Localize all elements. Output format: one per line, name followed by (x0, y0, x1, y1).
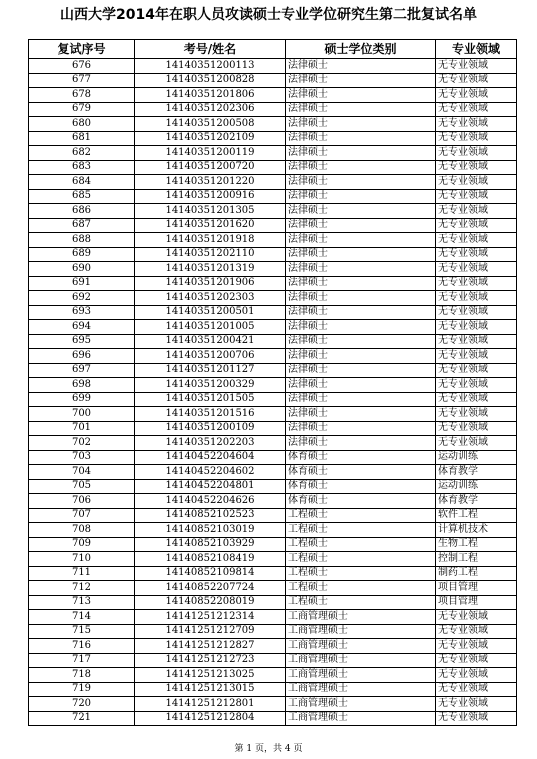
cell-seq: 678 (29, 88, 135, 103)
cell-degree-type: 法律硕士 (286, 117, 436, 132)
cell-exam-id: 14140852102523 (135, 508, 286, 523)
table-row (29, 291, 517, 306)
cell-field: 项目管理 (436, 595, 517, 610)
cell-seq: 679 (29, 102, 135, 117)
cell-seq: 695 (29, 334, 135, 349)
table-row (29, 610, 517, 625)
cell-seq: 705 (29, 479, 135, 494)
cell-field: 运动训练 (436, 450, 517, 465)
cell-degree-type: 法律硕士 (286, 160, 436, 175)
cell-degree-type: 工程硕士 (286, 523, 436, 538)
cell-exam-id: 14141251212709 (135, 624, 286, 639)
table-row (29, 320, 517, 335)
cell-field: 体育教学 (436, 494, 517, 509)
cell-field: 无专业领域 (436, 711, 517, 726)
cell-seq: 682 (29, 146, 135, 161)
cell-degree-type: 法律硕士 (286, 88, 436, 103)
table-row (29, 334, 517, 349)
cell-seq: 721 (29, 711, 135, 726)
cell-field: 无专业领域 (436, 88, 517, 103)
cell-seq: 690 (29, 262, 135, 277)
table-row (29, 639, 517, 654)
cell-field: 无专业领域 (436, 407, 517, 422)
cell-degree-type: 体育硕士 (286, 450, 436, 465)
cell-exam-id: 14140351201220 (135, 175, 286, 190)
cell-seq: 683 (29, 160, 135, 175)
cell-field: 无专业领域 (436, 624, 517, 639)
cell-degree-type: 法律硕士 (286, 73, 436, 88)
table-row (29, 450, 517, 465)
cell-exam-id: 14140351202110 (135, 247, 286, 262)
cell-field: 无专业领域 (436, 305, 517, 320)
table-row (29, 523, 517, 538)
cell-exam-id: 14140351201620 (135, 218, 286, 233)
table-row (29, 566, 517, 581)
cell-degree-type: 工程硕士 (286, 595, 436, 610)
table-row (29, 479, 517, 494)
cell-degree-type: 法律硕士 (286, 146, 436, 161)
cell-exam-id: 14140852208019 (135, 595, 286, 610)
cell-degree-type: 法律硕士 (286, 276, 436, 291)
cell-degree-type: 体育硕士 (286, 479, 436, 494)
cell-seq: 718 (29, 668, 135, 683)
cell-seq: 700 (29, 407, 135, 422)
cell-seq: 699 (29, 392, 135, 407)
cell-field: 无专业领域 (436, 146, 517, 161)
cell-field: 无专业领域 (436, 204, 517, 219)
cell-degree-type: 法律硕士 (286, 189, 436, 204)
header-field: 专业领域 (436, 40, 517, 59)
cell-exam-id: 14140351200119 (135, 146, 286, 161)
table-row (29, 436, 517, 451)
table-row (29, 552, 517, 567)
table-row (29, 88, 517, 103)
cell-seq: 710 (29, 552, 135, 567)
cell-field: 控制工程 (436, 552, 517, 567)
cell-degree-type: 工商管理硕士 (286, 697, 436, 712)
cell-exam-id: 14140351200706 (135, 349, 286, 364)
cell-exam-id: 14141251212827 (135, 639, 286, 654)
table-row (29, 276, 517, 291)
table-row (29, 697, 517, 712)
cell-degree-type: 工程硕士 (286, 581, 436, 596)
table-row (29, 73, 517, 88)
cell-seq: 685 (29, 189, 135, 204)
cell-degree-type: 工商管理硕士 (286, 610, 436, 625)
table-row (29, 247, 517, 262)
cell-field: 无专业领域 (436, 653, 517, 668)
table-row (29, 624, 517, 639)
cell-exam-id: 14140351200720 (135, 160, 286, 175)
cell-field: 无专业领域 (436, 233, 517, 248)
header-seq: 复试序号 (29, 40, 135, 59)
cell-exam-id: 14140452204602 (135, 465, 286, 480)
cell-exam-id: 14140852108419 (135, 552, 286, 567)
table-row (29, 204, 517, 219)
table-row (29, 175, 517, 190)
cell-degree-type: 法律硕士 (286, 421, 436, 436)
cell-field: 无专业领域 (436, 668, 517, 683)
document-title: 山西大学2014年在职人员攻读硕士专业学位研究生第二批复试名单 (60, 7, 477, 23)
cell-exam-id: 14140351200113 (135, 59, 286, 74)
cell-exam-id: 14140351202109 (135, 131, 286, 146)
cell-exam-id: 14140351202303 (135, 291, 286, 306)
cell-degree-type: 法律硕士 (286, 218, 436, 233)
table-row (29, 262, 517, 277)
cell-exam-id: 14140852109814 (135, 566, 286, 581)
cell-seq: 716 (29, 639, 135, 654)
cell-seq: 677 (29, 73, 135, 88)
table-row (29, 421, 517, 436)
cell-degree-type: 法律硕士 (286, 305, 436, 320)
table-row (29, 711, 517, 726)
cell-degree-type: 法律硕士 (286, 175, 436, 190)
table-row (29, 494, 517, 509)
table-row (29, 465, 517, 480)
cell-seq: 713 (29, 595, 135, 610)
cell-field: 无专业领域 (436, 59, 517, 74)
cell-exam-id: 14141251212723 (135, 653, 286, 668)
cell-exam-id: 14140351200828 (135, 73, 286, 88)
cell-degree-type: 工商管理硕士 (286, 682, 436, 697)
header-exam-id: 考号/姓名 (135, 40, 286, 59)
cell-seq: 694 (29, 320, 135, 335)
cell-field: 无专业领域 (436, 334, 517, 349)
cell-degree-type: 法律硕士 (286, 320, 436, 335)
cell-exam-id: 14140351200109 (135, 421, 286, 436)
cell-seq: 688 (29, 233, 135, 248)
table-row (29, 668, 517, 683)
cell-degree-type: 法律硕士 (286, 233, 436, 248)
cell-seq: 687 (29, 218, 135, 233)
table-row (29, 131, 517, 146)
cell-field: 无专业领域 (436, 131, 517, 146)
cell-exam-id: 14141251213015 (135, 682, 286, 697)
cell-degree-type: 法律硕士 (286, 262, 436, 277)
table-row (29, 378, 517, 393)
table-row (29, 581, 517, 596)
cell-exam-id: 14140351201806 (135, 88, 286, 103)
cell-seq: 702 (29, 436, 135, 451)
cell-degree-type: 法律硕士 (286, 436, 436, 451)
cell-exam-id: 14140351201305 (135, 204, 286, 219)
cell-seq: 703 (29, 450, 135, 465)
cell-degree-type: 体育硕士 (286, 494, 436, 509)
cell-seq: 712 (29, 581, 135, 596)
cell-seq: 680 (29, 117, 135, 132)
cell-seq: 681 (29, 131, 135, 146)
cell-seq: 709 (29, 537, 135, 552)
cell-exam-id: 14140351200916 (135, 189, 286, 204)
cell-field: 运动训练 (436, 479, 517, 494)
cell-field: 无专业领域 (436, 102, 517, 117)
cell-degree-type: 法律硕士 (286, 59, 436, 74)
cell-seq: 704 (29, 465, 135, 480)
table-row (29, 349, 517, 364)
cell-field: 无专业领域 (436, 421, 517, 436)
table-row (29, 407, 517, 422)
cell-exam-id: 14140351201127 (135, 363, 286, 378)
page-footer: 第 1 页，共 4 页 (234, 744, 303, 754)
cell-field: 计算机技术 (436, 523, 517, 538)
cell-seq: 698 (29, 378, 135, 393)
table-header-row (29, 40, 517, 59)
cell-degree-type: 工程硕士 (286, 566, 436, 581)
cell-degree-type: 工商管理硕士 (286, 653, 436, 668)
table-row (29, 653, 517, 668)
cell-field: 无专业领域 (436, 262, 517, 277)
cell-seq: 706 (29, 494, 135, 509)
cell-field: 制药工程 (436, 566, 517, 581)
cell-degree-type: 工商管理硕士 (286, 639, 436, 654)
cell-field: 无专业领域 (436, 639, 517, 654)
cell-degree-type: 法律硕士 (286, 349, 436, 364)
cell-exam-id: 14140351201918 (135, 233, 286, 248)
table-row (29, 305, 517, 320)
cell-seq: 693 (29, 305, 135, 320)
table-row (29, 117, 517, 132)
cell-field: 无专业领域 (436, 363, 517, 378)
cell-seq: 689 (29, 247, 135, 262)
cell-exam-id: 14140351201319 (135, 262, 286, 277)
cell-field: 体育教学 (436, 465, 517, 480)
cell-exam-id: 14140351200501 (135, 305, 286, 320)
cell-field: 无专业领域 (436, 682, 517, 697)
cell-degree-type: 法律硕士 (286, 131, 436, 146)
cell-degree-type: 法律硕士 (286, 392, 436, 407)
cell-seq: 717 (29, 653, 135, 668)
cell-field: 无专业领域 (436, 276, 517, 291)
table-row (29, 189, 517, 204)
cell-seq: 719 (29, 682, 135, 697)
cell-field: 无专业领域 (436, 247, 517, 262)
cell-exam-id: 14141251212801 (135, 697, 286, 712)
cell-seq: 691 (29, 276, 135, 291)
cell-exam-id: 14140852207724 (135, 581, 286, 596)
cell-exam-id: 14140452204604 (135, 450, 286, 465)
cell-field: 无专业领域 (436, 218, 517, 233)
cell-seq: 696 (29, 349, 135, 364)
cell-field: 无专业领域 (436, 436, 517, 451)
cell-seq: 697 (29, 363, 135, 378)
cell-degree-type: 工商管理硕士 (286, 711, 436, 726)
table-row (29, 218, 517, 233)
cell-exam-id: 14140852103019 (135, 523, 286, 538)
header-degree-type: 硕士学位类别 (286, 40, 436, 59)
table-row (29, 537, 517, 552)
table-row (29, 59, 517, 74)
cell-field: 无专业领域 (436, 117, 517, 132)
cell-exam-id: 14140852103929 (135, 537, 286, 552)
cell-seq: 676 (29, 59, 135, 74)
cell-exam-id: 14140351202306 (135, 102, 286, 117)
table-row (29, 160, 517, 175)
cell-exam-id: 14140351201005 (135, 320, 286, 335)
cell-seq: 715 (29, 624, 135, 639)
table-row (29, 233, 517, 248)
cell-field: 无专业领域 (436, 610, 517, 625)
cell-seq: 686 (29, 204, 135, 219)
table-row (29, 102, 517, 117)
cell-field: 无专业领域 (436, 73, 517, 88)
table-row (29, 392, 517, 407)
cell-degree-type: 体育硕士 (286, 465, 436, 480)
cell-degree-type: 法律硕士 (286, 102, 436, 117)
cell-degree-type: 法律硕士 (286, 247, 436, 262)
cell-field: 无专业领域 (436, 320, 517, 335)
cell-field: 无专业领域 (436, 291, 517, 306)
cell-field: 生物工程 (436, 537, 517, 552)
cell-degree-type: 法律硕士 (286, 334, 436, 349)
cell-degree-type: 法律硕士 (286, 204, 436, 219)
table-row (29, 682, 517, 697)
cell-degree-type: 法律硕士 (286, 363, 436, 378)
cell-exam-id: 14140351201505 (135, 392, 286, 407)
cell-exam-id: 14140351201516 (135, 407, 286, 422)
cell-seq: 701 (29, 421, 135, 436)
cell-seq: 711 (29, 566, 135, 581)
cell-field: 无专业领域 (436, 160, 517, 175)
table-row (29, 508, 517, 523)
cell-exam-id: 14140351202203 (135, 436, 286, 451)
cell-field: 软件工程 (436, 508, 517, 523)
cell-seq: 708 (29, 523, 135, 538)
cell-field: 无专业领域 (436, 378, 517, 393)
cell-exam-id: 14141251212804 (135, 711, 286, 726)
candidate-table (28, 39, 517, 726)
cell-exam-id: 14140452204626 (135, 494, 286, 509)
cell-seq: 684 (29, 175, 135, 190)
table-row (29, 146, 517, 161)
cell-exam-id: 14140351200329 (135, 378, 286, 393)
cell-seq: 692 (29, 291, 135, 306)
cell-degree-type: 法律硕士 (286, 407, 436, 422)
cell-exam-id: 14140351200421 (135, 334, 286, 349)
cell-degree-type: 工程硕士 (286, 537, 436, 552)
cell-degree-type: 工商管理硕士 (286, 668, 436, 683)
cell-field: 无专业领域 (436, 189, 517, 204)
cell-exam-id: 14140351200508 (135, 117, 286, 132)
cell-degree-type: 工程硕士 (286, 508, 436, 523)
cell-degree-type: 法律硕士 (286, 378, 436, 393)
cell-seq: 714 (29, 610, 135, 625)
cell-seq: 707 (29, 508, 135, 523)
cell-seq: 720 (29, 697, 135, 712)
cell-field: 无专业领域 (436, 175, 517, 190)
cell-field: 无专业领域 (436, 349, 517, 364)
cell-degree-type: 工商管理硕士 (286, 624, 436, 639)
cell-degree-type: 法律硕士 (286, 291, 436, 306)
cell-exam-id: 14140351201906 (135, 276, 286, 291)
cell-exam-id: 14141251213025 (135, 668, 286, 683)
cell-degree-type: 工程硕士 (286, 552, 436, 567)
cell-field: 项目管理 (436, 581, 517, 596)
cell-field: 无专业领域 (436, 392, 517, 407)
table-row (29, 363, 517, 378)
cell-exam-id: 14140452204801 (135, 479, 286, 494)
table-row (29, 595, 517, 610)
cell-exam-id: 14141251212314 (135, 610, 286, 625)
cell-field: 无专业领域 (436, 697, 517, 712)
